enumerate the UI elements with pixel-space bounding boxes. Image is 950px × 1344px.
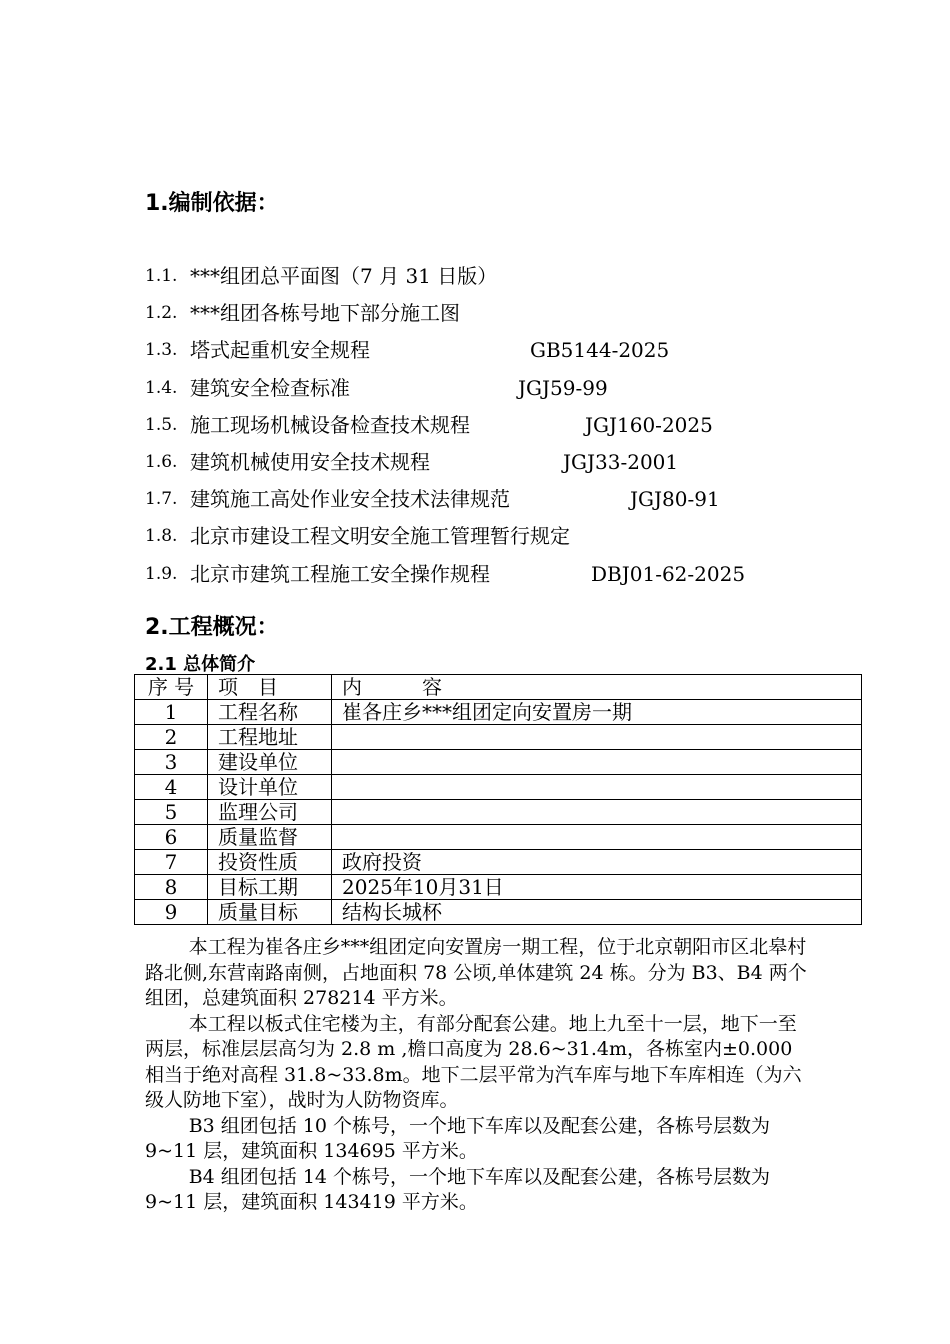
table-row: 4 设计单位 bbox=[135, 775, 862, 800]
overview-text bbox=[145, 935, 815, 1216]
paragraph: B3 组团包括 10 个栋号，一个地下车库以及配套公建，各栋号层数为 9~11 层，建筑面积 134695 平方米。 bbox=[145, 1114, 771, 1162]
section-2-title: 2.工程概况： bbox=[145, 615, 279, 640]
standard-code: GB5144-2025 bbox=[530, 338, 670, 362]
table-header-row bbox=[135, 675, 862, 700]
standard-code: JGJ59-99 bbox=[518, 376, 608, 400]
standard-code: JGJ160-2025 bbox=[585, 413, 713, 437]
table-row: 2 工程地址 bbox=[135, 725, 862, 750]
standard-code: DBJ01-62-2025 bbox=[591, 562, 746, 586]
table-row: 9 质量目标 结构长城杯 bbox=[135, 900, 862, 925]
paragraph: 本工程为崔各庄乡***组团定向安置房一期工程，位于北京朝阳市区北皋村路北侧,东营南路南侧，占地面积 78 公顷,单体建筑 24 栋。分为 B3、B4 两个组团，总建筑面积 278214 平方米。 bbox=[145, 936, 807, 1009]
table-row: 6 质量监督 bbox=[135, 825, 862, 850]
section-1-title: 1.编制依据： bbox=[145, 191, 279, 216]
standard-code: JGJ33-2001 bbox=[563, 450, 679, 474]
table-row: 5 监理公司 bbox=[135, 800, 862, 825]
header-cell: 序 号 bbox=[135, 675, 208, 700]
header-cell: 内 容 bbox=[332, 675, 862, 700]
table-row: 8 目标工期 2025年10月31日 bbox=[135, 875, 862, 900]
section-2-1-subtitle: 2.1 总体简介 bbox=[145, 654, 256, 675]
table-row: 3 建设单位 bbox=[135, 750, 862, 775]
table-row: 7 投资性质 政府投资 bbox=[135, 850, 862, 875]
overview-table bbox=[134, 674, 862, 925]
standard-code: JGJ80-91 bbox=[630, 487, 720, 511]
paragraph: 本工程以板式住宅楼为主，有部分配套公建。地上九至十一层，地下一至两层，标准层层高匀为 2.8 m ,檐口高度为 28.6~31.4m，各栋室内±0.000 相当于绝对高程 31.8~33.8m。地下二层平常为汽车库与地下车库相连（为六级人防地下室），战时为人防物资库。 bbox=[145, 1012, 802, 1111]
paragraph: B4 组团包括 14 个栋号，一个地下车库以及配套公建，各栋号层数为 9~11 层，建筑面积 143419 平方米。 bbox=[145, 1165, 771, 1213]
header-cell: 项 目 bbox=[208, 675, 332, 700]
table-row: 1 工程名称 崔各庄乡***组团定向安置房一期 bbox=[135, 700, 862, 725]
